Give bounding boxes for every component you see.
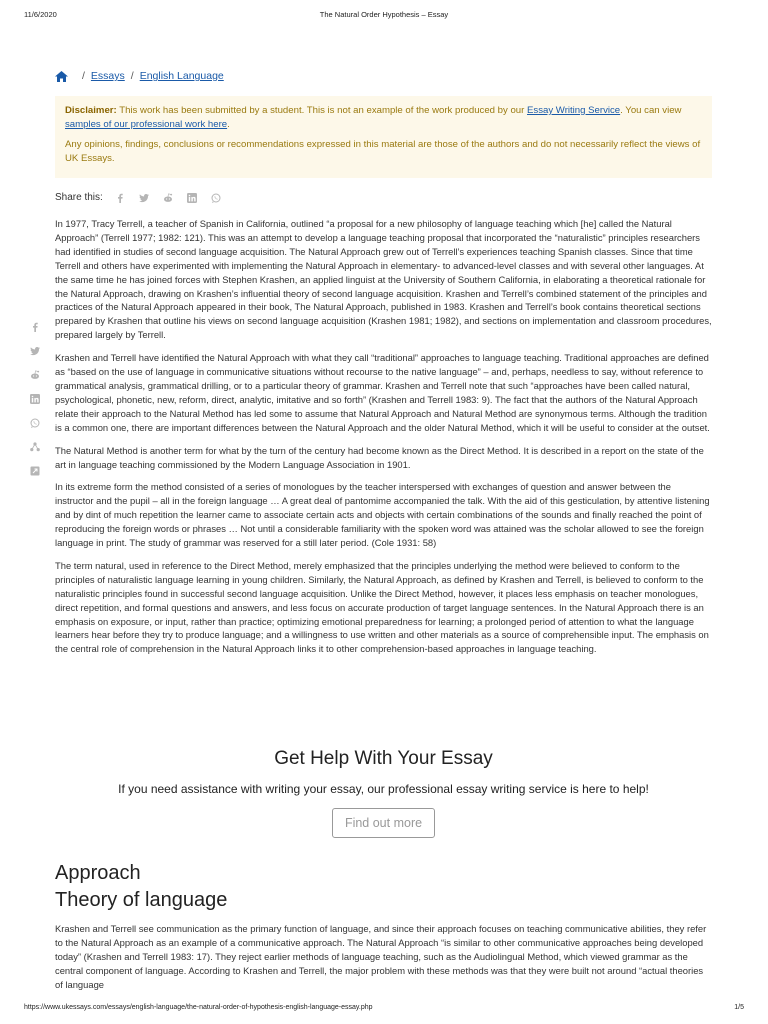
disclaimer-text-2: . You can view [620, 105, 682, 116]
disclaimer-text [65, 104, 702, 131]
share-bar [55, 192, 235, 203]
disclaimer-box [55, 96, 712, 178]
facebook-icon[interactable] [115, 193, 125, 203]
linkedin-icon[interactable] [30, 394, 40, 404]
print-url: https://www.ukessays.com/essays/english-language/the-natural-order-of-hypothesis-english-language-essay.php [24, 1004, 373, 1011]
breadcrumb-separator: / [82, 70, 85, 82]
share-label: Share this: [55, 192, 103, 203]
page-number: 1/5 [734, 1004, 744, 1011]
print-date: 11/6/2020 [24, 10, 57, 19]
twitter-icon[interactable] [139, 193, 149, 203]
print-title: The Natural Order Hypothesis – Essay [319, 10, 449, 19]
paragraph: The term natural, used in reference to the Direct Method, merely emphasized that the principles underlying the method were believed to conform to the principles of naturalistic language learning in young children. Similarly, the Natural Approach, as defined by Krashen and Terrell, is believed to conform to the naturalistic principles found in successful second language acquisition. Unlike the Direct Method, however, it places less emphasis on teacher monologues, direct repetition, and formal questions and answers, and less focus on accurate production of target language sentences. In the Natural Approach there is an emphasis on exposure, or input, rather than practice; optimizing emotional preparedness for learning; a prolonged period of attention to what the language learners hear before they try to produce language; and a willingness to use written and other materials as a source of comprehensible input. The emphasis on the central role of comprehension in the Natural Approach links it to other comprehension-based approaches in language teaching. [55, 559, 709, 655]
share-network-icon[interactable] [30, 442, 40, 452]
home-icon[interactable] [55, 71, 68, 82]
section-body: Krashen and Terrell see communication as the primary function of language, and since their approach focuses on teaching communicative abilities, they refer to the Natural Approach as an example of a communicative approach. The Natural Approach “is similar to other communicative approaches being developed today” (Krashen and Terrell 1983: 17). They reject earlier methods of language teaching, such as the Audiolingual Method, which viewed grammar as the central component of language. According to Krashen and Terrell, the major problem with these methods was that they were built not around “actual theories of language [55, 923, 707, 990]
paragraph: In its extreme form the method consisted of a series of monologues by the teacher interspersed with exchanges of question and answer between the instructor and the pupil – all in the foreign language … A great deal of pantomime accompanied the talk. With the aid of this gesticulation, by attentive listening and by dint of much repetition the learner came to associate certain acts and objects with certain combinations of the sounds and finally reached the point of reproducing the foreign words or phrases … Not until a considerable familiarity with the spoken word was attained was the scholar allowed to see the foreign language in print. The study of grammar was reserved for a still later period. (Cole 1931: 58) [55, 481, 710, 549]
disclaimer-note: Any opinions, findings, conclusions or recommendations expressed in this material are those of the authors and do not necessarily reflect the views of UK Essays. [65, 139, 701, 164]
essay-content [55, 217, 712, 665]
bookmark-icon[interactable] [30, 466, 40, 476]
help-cta [55, 748, 712, 838]
disclaimer-lead: Disclaimer: [65, 105, 117, 116]
breadcrumb-english-language-link[interactable]: English Language [139, 70, 224, 82]
approach-heading: Approach [55, 862, 141, 884]
print-header [24, 10, 744, 22]
whatsapp-icon[interactable] [211, 193, 221, 203]
cta-heading: Get Help With Your Essay [274, 748, 493, 769]
whatsapp-icon[interactable] [30, 418, 40, 428]
section-headings [55, 860, 227, 914]
paragraph: Krashen and Terrell have identified the Natural Approach with what they call “traditional” approaches to language teaching. Traditional approaches are defined as “based on the use of language in communicative situations without recourse to the native language” – and, perhaps, needless to say, without reference to grammatical analysis, grammatical drilling, or to a particular theory of grammar. Krashen and Terrell note that such “approaches have been called natural, psychological, phonetic, new, reform, direct, analytic, imitative and so forth” (Krashen and Terrell 1983: 9). The fact that the authors of the Natural Approach relate their approach to the Natural Method has led some to assume that Natural Approach and Natural Method are synonymous terms. Although the tradition is a common one, there are important differences between the Natural Approach and the older Natural Method, which it will be useful to consider at the outset. [55, 352, 710, 433]
essay-writing-service-link[interactable]: Essay Writing Service [527, 105, 621, 116]
paragraph: In 1977, Tracy Terrell, a teacher of Spanish in California, outlined “a proposal for a new philosophy of language teaching which [he] called the Natural Approach” (Terrell 1977; 1982: 121). This was an attempt to develop a language teaching proposal that incorporated the “naturalistic” principles researchers had identified in studies of second language acquisition. The Natural Approach grew out of Terrell’s experiences teaching Spanish classes. Since that time Terrell and others have experimented with implementing the Natural Approach in elementary- to advanced-level classes and with several other languages. At the same time he has joined forces with Stephen Krashen, an applied linguist at the University of Southern California, in elaborating a theoretical rationale for the Natural Approach, drawing on Krashen’s influential theory of second language acquisition. Krashen and Terrell’s combined statement of the principles and practices of the Natural Approach appeared in their book, The Natural Approach, published in 1983. Krashen and Terrell’s book contains theoretical sections prepared by Krashen that outline his views on second language acquisition (Krashen 1981; 1982), and sections on implementation and classroom procedures, prepared largely by Terrell. [55, 218, 712, 341]
cta-text: If you need assistance with writing your essay, our professional essay writing service is here to help! [118, 782, 649, 796]
find-out-more-button[interactable]: Find out more [332, 808, 435, 838]
theory-of-language-heading: Theory of language [55, 889, 228, 911]
floating-share-rail [30, 322, 44, 490]
disclaimer-text-1: This work has been submitted by a student. This is not an example of the work produced by our [116, 105, 528, 116]
disclaimer-text-3: . [227, 118, 230, 130]
reddit-icon[interactable] [30, 370, 40, 380]
breadcrumb-essays-link[interactable]: Essays [90, 70, 125, 82]
linkedin-icon[interactable] [187, 193, 197, 203]
paragraph: The Natural Method is another term for what by the turn of the century had become known as the Direct Method. It is described in a report on the state of the art in language teaching commissioned by the Modern Language Association in 1901. [55, 444, 704, 470]
breadcrumb-separator: / [130, 70, 134, 82]
print-footer [24, 1004, 744, 1016]
samples-link[interactable]: samples of our professional work here [65, 118, 228, 130]
twitter-icon[interactable] [30, 346, 40, 356]
reddit-icon[interactable] [163, 193, 173, 203]
facebook-icon[interactable] [30, 322, 40, 332]
breadcrumb [55, 70, 224, 82]
